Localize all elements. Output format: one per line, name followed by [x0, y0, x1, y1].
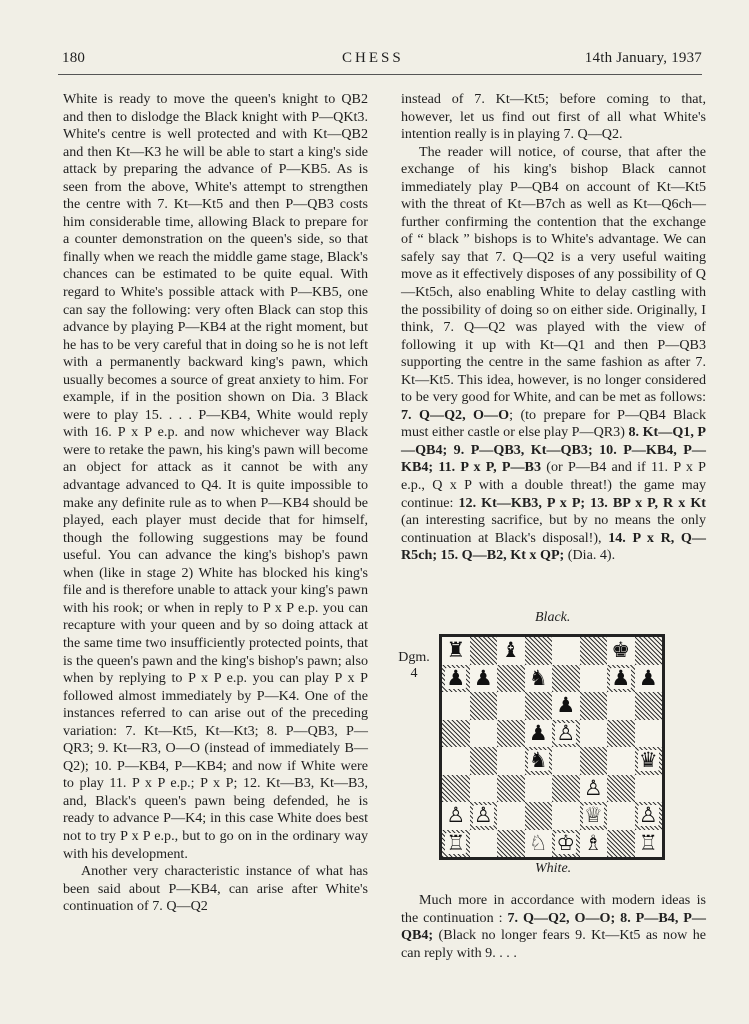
board-square: [607, 775, 635, 803]
chess-piece-icon: ♖: [638, 830, 658, 855]
board-square: [635, 775, 663, 803]
board-square: [635, 637, 663, 665]
chess-piece-icon: ♟: [528, 720, 548, 745]
board-square: [442, 830, 470, 858]
board-square: [442, 692, 470, 720]
board-square: [552, 637, 580, 665]
board-square: [580, 775, 608, 803]
paragraph-text: Much more in accordance with modern ideas is the continuation :: [401, 892, 706, 926]
paragraph-text: The reader will notice, of course, that after the exchange of his king's bishop Black cannot immediately play P—QB4 on account of Kt—Kt5 with the threat of Kt—B7ch as well as Kt—Q6ch—further confirming the contention that the exchange of “ black ” bishops is to White's advantage. We can safely say that 7. Q—Q2 is a very useful waiting move as it effectively disposes of any possibility of Q—Kt5ch, also enabling White to delay castling with the possibility of doing so on either side. Originally, I think, 7. Q—Q2 was played with the view of following it up with Kt—Q1 and then P—QB3 supporting the centre in the same fashion as after 7. Kt—Kt5. This idea, however, is no longer considered to be very good for White, and can be met as follows:: [401, 143, 706, 406]
issue-date: 14th January, 1937: [584, 50, 702, 66]
board-square: [470, 720, 498, 748]
board-square: [525, 637, 553, 665]
board-square: [580, 665, 608, 693]
board-square: [470, 830, 498, 858]
move-sequence: 7. Q—Q2, O—O: [401, 406, 510, 423]
board-square: [552, 720, 580, 748]
board-square: [552, 665, 580, 693]
board-square: [525, 720, 553, 748]
chess-piece-icon: ♔: [556, 830, 576, 855]
board-square: [635, 720, 663, 748]
board-square: [635, 665, 663, 693]
chess-piece-icon: ♙: [446, 803, 466, 828]
board-square: [580, 830, 608, 858]
chess-piece-icon: ♙: [583, 775, 603, 800]
chess-piece-icon: ♙: [638, 803, 658, 828]
board-square: [442, 775, 470, 803]
board-square: [525, 775, 553, 803]
board-square: [442, 747, 470, 775]
right-paragraph-3: [401, 892, 706, 962]
move-sequence: 12. Kt—KB3, P x P; 13. BP x P, R x Kt: [458, 494, 706, 511]
board-square: [470, 665, 498, 693]
chess-piece-icon: ♝: [501, 638, 521, 663]
board-square: [525, 747, 553, 775]
board-square: [525, 802, 553, 830]
chess-piece-icon: ♗: [583, 830, 603, 855]
page-header: [62, 50, 702, 72]
board-square: [497, 665, 525, 693]
board-square: [442, 802, 470, 830]
board-square: [442, 637, 470, 665]
board-square: [552, 802, 580, 830]
diagram-label-white: White.: [535, 861, 572, 876]
annotation: (an interesting sacrifice, but by no means the only continuation at Black's disposal!),: [401, 512, 706, 546]
board-square: [607, 802, 635, 830]
chess-piece-icon: ♟: [611, 665, 631, 690]
chess-piece-icon: ♙: [556, 720, 576, 745]
annotation: ; (to prepare for P—QB4 Black must either castle or else play P—QR3): [401, 406, 706, 441]
board-square: [442, 720, 470, 748]
chess-piece-icon: ♖: [446, 830, 466, 855]
board-square: [525, 665, 553, 693]
board-square: [497, 692, 525, 720]
board-square: [635, 692, 663, 720]
board-square: [607, 830, 635, 858]
move-sequence: 8. Kt—Q1, P—QB4; 9. P—QB3, Kt—QB3; 10. P—KB4, P—KB4; 11. P x P, P—B3: [401, 424, 706, 476]
board-square: [470, 637, 498, 665]
board-square: [552, 775, 580, 803]
board-square: [580, 747, 608, 775]
chess-piece-icon: ♜: [446, 638, 466, 663]
board-square: [497, 775, 525, 803]
annotation: (or P—B4 and if 11. P x P e.p., Q x P with a double threat!) the game may continue:: [401, 459, 707, 511]
chess-piece-icon: ♛: [638, 748, 658, 773]
chess-piece-icon: ♕: [583, 803, 603, 828]
board-square: [497, 747, 525, 775]
board-square: [497, 720, 525, 748]
left-paragraph-1: White is ready to move the queen's knight to QB2 and then to dislodge the Black knight with P—QKt3. White's centre is well protected and with Kt—QB2 and then Kt—K3 he will be able to start a king's side attack by preparing the advance of P—KB5. As is seen from the above, White's attempt to strengthen the centre with 7. Kt—Kt5 and then P—QB3 costs him considerable time, allowing Black to prepare for a counter demonstration on the queen's side, so that finally when we reach the middle game stage, Black's chances can be estimated to be quite equal. With regard to White's possible attack with P—KB5, one can say the following: very often Black can stop this advance by playing P—KB4 at the right moment, but he has to be very careful that in doing so he is not left with a permanently backward king's pawn, which usually becomes a source of great anxiety to him. For example, if in the position shown on Dia. 3 Black were to play 15. . . . P—KB4, White would reply with 16. P x P e.p. and now whichever way Black were to retake the pawn, his king's pawn will become an object for attack as it cannot be with any advantage advanced to Q4. It is quite impossible to make any definite rule as to when P—KB4 should be played, each player must decide that for himself, though the following suggestions may be found useful. You can advance the king's bishop's pawn when (like in stage 2) White has blocked his king's file and is therefore unable to attack your king's pawn with his rook; or when in reply to P x P e.p. you can recapture with your queen and by so doing attack at the same time two insufficiently protected points, that is the queen's pawn and the king's bishop's pawn; also when by replying to P x P e.p. you can play P x P followed almost immediately by P—K4. One of the instances referred to can arise out of the preceding variation: 7. Kt—Kt5, Kt—Kt3; 8. P—QB3, P—QR3; 9. Kt—R3, O—O (instead of immediately B—Q2); 10. P—KB4, P—KB4; and now if White were to play 11. P x P e.p.; P x P; 12. Kt—B3, Kt—B3, and, Black's queen's pawn being defended, he is ready to advance P—K4; in this case White does best not to try P x P e.p., but to go on in the ordinary way with his development.: [63, 91, 368, 862]
board-square: [635, 802, 663, 830]
annotation: (Dia. 4).: [567, 547, 616, 564]
chess-piece-icon: ♟: [446, 665, 466, 690]
board-square: [580, 720, 608, 748]
chess-piece-icon: ♙: [473, 803, 493, 828]
diagram-label-black: Black.: [535, 610, 571, 625]
header-rule: [58, 74, 702, 75]
board-square: [635, 747, 663, 775]
chess-diagram: [397, 610, 709, 882]
board-square: [497, 830, 525, 858]
chess-board: [439, 634, 665, 860]
move-sequence: 14. P x R, Q—R5ch; 15. Q—B2, Kt x QP;: [401, 529, 706, 564]
chess-piece-icon: ♞: [528, 665, 548, 690]
board-square: [525, 692, 553, 720]
board-square: [552, 830, 580, 858]
right-paragraph-2: [401, 144, 706, 565]
chess-piece-icon: ♚: [611, 638, 631, 663]
board-square: [470, 775, 498, 803]
board-square: [470, 747, 498, 775]
dgm-label: Dgm.: [398, 650, 430, 665]
left-paragraph-2: Another very characteristic instance of what has been said about P—KB4, can arise after White's continuation of 7. Q—Q2: [63, 863, 368, 915]
chess-piece-icon: ♘: [528, 830, 548, 855]
diagram-number: [397, 650, 431, 682]
board-square: [497, 802, 525, 830]
board-square: [607, 665, 635, 693]
board-square: [580, 802, 608, 830]
chess-piece-icon: ♟: [556, 693, 576, 718]
board-square: [470, 692, 498, 720]
board-square: [442, 665, 470, 693]
chess-piece-icon: ♞: [528, 748, 548, 773]
page-number: 180: [62, 50, 86, 66]
board-square: [552, 692, 580, 720]
right-paragraph-1: instead of 7. Kt—Kt5; before coming to that, however, let us find out first of all what White's intention really is in playing 7. Q—Q2.: [401, 91, 706, 143]
board-square: [552, 747, 580, 775]
board-square: [607, 720, 635, 748]
board-square: [580, 692, 608, 720]
board-square: [607, 747, 635, 775]
running-title: CHESS: [342, 50, 404, 66]
right-column-continued: [401, 892, 706, 962]
annotation: (Black no longer fears 9. Kt—Kt5 as now he can reply with 9. . . .: [401, 927, 706, 961]
board-square: [470, 802, 498, 830]
chess-piece-icon: ♟: [638, 665, 658, 690]
board-square: [635, 830, 663, 858]
move-sequence: 7. Q—Q2, O—O; 8. P—B4, P—QB4;: [401, 909, 706, 944]
board-square: [525, 830, 553, 858]
board-square: [607, 637, 635, 665]
chess-piece-icon: ♟: [473, 665, 493, 690]
dgm-number: 4: [410, 666, 418, 681]
right-column: [401, 91, 706, 565]
board-square: [580, 637, 608, 665]
board-square: [497, 637, 525, 665]
left-column: [63, 91, 368, 916]
board-square: [607, 692, 635, 720]
